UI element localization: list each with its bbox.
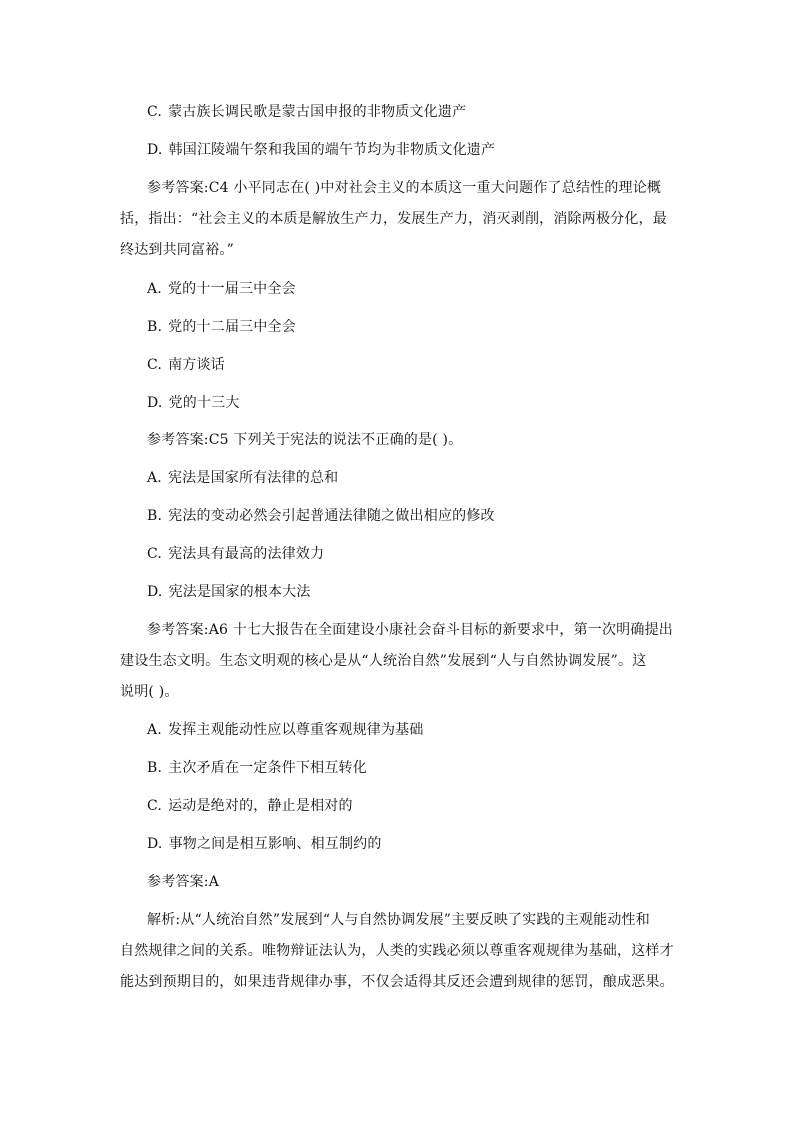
option-label: C.	[147, 546, 163, 562]
option-a-q6	[147, 720, 424, 740]
option-text: 发挥主观能动性应以尊重客观规律为基础	[167, 722, 424, 738]
option-a-q5	[147, 468, 338, 488]
answer-q5-line: 参考答案:C5 下列关于宪法的说法不正确的是( )。	[147, 432, 463, 448]
answer-q6-line3: 说明( )。	[120, 684, 179, 700]
answer-q6-line2: 建设生态文明。生态文明观的核心是从“人统治自然”发展到“人与自然协调发展”。这	[120, 653, 647, 669]
answer-q4-line3: 终达到共同富裕。”	[120, 242, 234, 258]
option-label: C.	[147, 798, 163, 814]
option-d-q6	[147, 834, 382, 854]
analysis-line1: 解析:从“人统治自然”发展到“人与自然协调发展”主要反映了实践的主观能动性和	[147, 912, 650, 928]
option-label: D.	[147, 395, 163, 411]
option-d-q5	[147, 582, 311, 602]
option-text: 主次矛盾在一定条件下相互转化	[168, 760, 367, 776]
option-text: 南方谈话	[168, 357, 225, 373]
option-text: 党的十一届三中全会	[167, 281, 296, 297]
answer-q6-line1: 参考答案:A6 十七大报告在全面建设小康社会奋斗目标的新要求中，第一次明确提出	[147, 622, 673, 638]
option-d-q4	[147, 393, 240, 413]
analysis-line3: 能达到预期目的，如果违背规律办事，不仅会适得其反还会遭到规律的惩罚，酿成恶果。	[120, 974, 674, 990]
option-c-q4	[147, 355, 225, 375]
answer-q4-line1: 参考答案:C4 小平同志在( )中对社会主义的本质这一重大问题作了总结性的理论概	[147, 180, 662, 196]
option-text: 事物之间是相互影响、相互制约的	[168, 836, 382, 852]
option-label: B.	[147, 760, 163, 776]
option-text: 蒙古族长调民歌是蒙古国申报的非物质文化遗产	[168, 104, 467, 120]
option-c-q5	[147, 544, 324, 564]
option-text: 宪法具有最高的法律效力	[168, 546, 325, 562]
option-text: 韩国江陵端午祭和我国的端午节均为非物质文化遗产	[168, 142, 496, 158]
option-b-q5	[147, 506, 495, 526]
option-text: 党的十二届三中全会	[168, 319, 296, 335]
option-c-q6	[147, 796, 353, 816]
answer-q6: 参考答案:A	[147, 874, 220, 890]
option-label: D.	[147, 584, 163, 600]
option-label: D.	[147, 836, 163, 852]
option-b-q6	[147, 758, 367, 778]
option-label: B.	[147, 508, 163, 524]
option-label: C.	[147, 104, 163, 120]
option-text: 宪法的变动必然会引起普通法律随之做出相应的修改	[168, 508, 495, 524]
option-label: A.	[147, 722, 162, 738]
option-text: 党的十三大	[168, 395, 240, 411]
option-text: 宪法是国家的根本大法	[168, 584, 311, 600]
option-label: D.	[147, 142, 163, 158]
option-label: B.	[147, 319, 163, 335]
option-b-q4	[147, 317, 296, 337]
option-d-q3	[147, 140, 495, 160]
answer-q4-line2: 括，指出：“社会主义的本质是解放生产力，发展生产力，消灭剥削，消除两极分化，最	[120, 211, 667, 227]
option-c-q3	[147, 102, 466, 122]
option-label: A.	[147, 470, 162, 486]
option-label: A.	[147, 281, 162, 297]
analysis-line2: 自然规律之间的关系。唯物辩证法认为，人类的实践必须以尊重客观规律为基础，这样才	[120, 943, 674, 959]
option-a-q4	[147, 279, 296, 299]
option-text: 宪法是国家所有法律的总和	[167, 470, 339, 486]
option-label: C.	[147, 357, 163, 373]
option-text: 运动是绝对的，静止是相对的	[168, 798, 353, 814]
